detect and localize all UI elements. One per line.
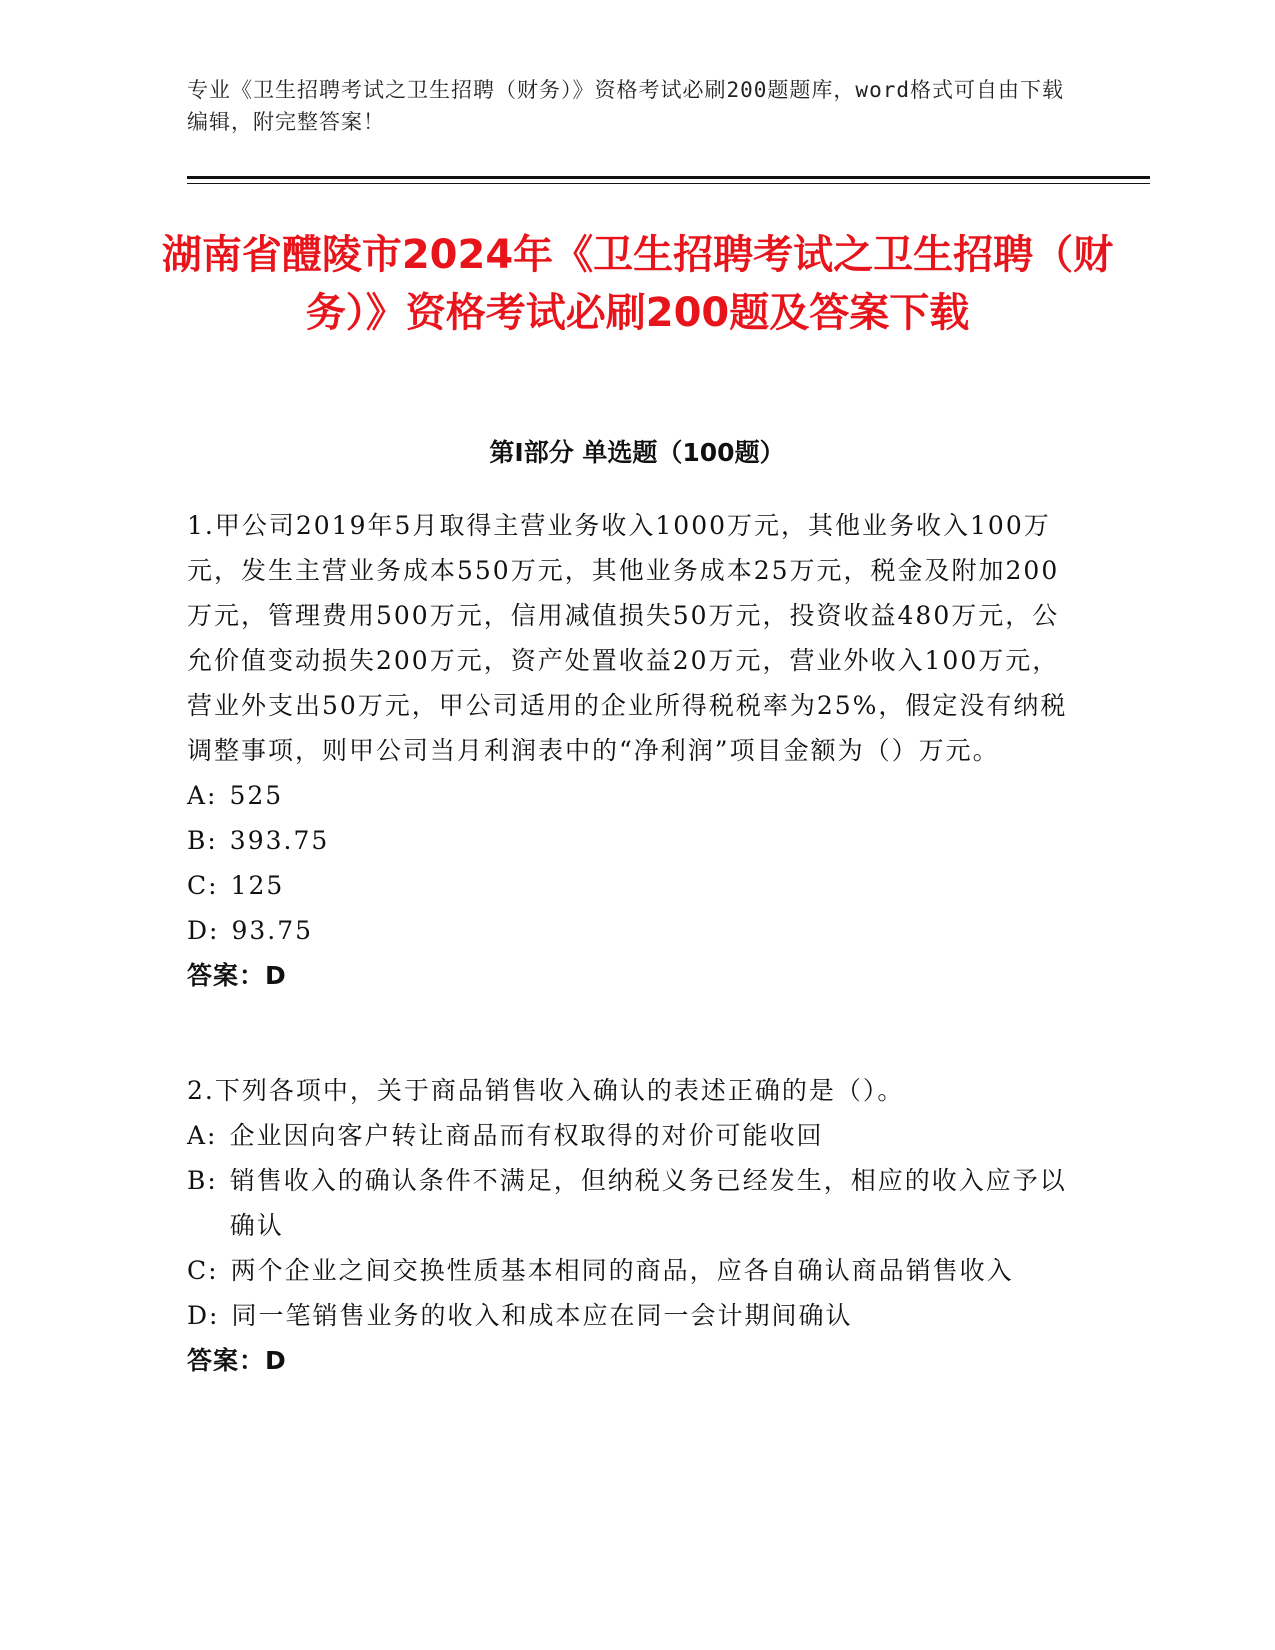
header-divider-thick <box>187 176 1150 179</box>
option-letter: A: <box>187 781 218 810</box>
header-divider-thin <box>187 183 1150 184</box>
option-text: 125 <box>230 871 285 900</box>
option-b <box>187 818 1077 863</box>
option-text: 393.75 <box>229 826 330 855</box>
answer-line: 答案：D <box>187 1346 287 1375</box>
option-a <box>187 1113 1077 1158</box>
option-letter: C: <box>187 1256 219 1285</box>
question-stem: 2.下列各项中，关于商品销售收入确认的表述正确的是（）。 <box>187 1076 905 1105</box>
option-text: 两个企业之间交换性质基本相同的商品，应各自确认商品销售收入 <box>230 1256 1014 1285</box>
option-letter: C: <box>187 871 219 900</box>
question-1 <box>187 503 1077 998</box>
option-d <box>187 1293 1077 1338</box>
option-text: 525 <box>229 781 284 810</box>
question-stem: 1.甲公司2019年5月取得主营业务收入1000万元，其他业务收入100万元，发生主营业务成本550万元，其他业务成本25万元，税金及附加200万元，管理费用500万元，信用减值损失50万元，投资收益480万元，公允价值变动损失200万元，资产处置收益20万元，营业外收入100万元，营业外支出50万元，甲公司适用的企业所得税税率为25%，假定没有纳税调整事项，则甲公司当月利润表中的“净利润”项目金额为（）万元。 <box>187 511 1068 765</box>
option-letter: A: <box>187 1121 218 1150</box>
option-letter: B: <box>187 826 218 855</box>
option-b <box>187 1158 1077 1248</box>
option-text: 同一笔销售业务的收入和成本应在同一会计期间确认 <box>231 1301 853 1330</box>
option-d <box>187 908 1077 953</box>
section-heading: 第I部分 单选题（100题） <box>489 438 785 467</box>
option-a <box>187 773 1077 818</box>
question-2 <box>187 1068 1077 1383</box>
option-letter: D: <box>187 916 220 945</box>
answer-line: 答案：D <box>187 961 287 990</box>
document-title: 湖南省醴陵市2024年《卫生招聘考试之卫生招聘（财务）》资格考试必刷200题及答案下载 <box>161 232 1114 336</box>
option-letter: B: <box>187 1166 218 1195</box>
option-text: 企业因向客户转让商品而有权取得的对价可能收回 <box>229 1121 824 1150</box>
option-text: 销售收入的确认条件不满足，但纳税义务已经发生，相应的收入应予以确认 <box>229 1166 1067 1240</box>
option-c <box>187 863 1077 908</box>
option-letter: D: <box>187 1301 220 1330</box>
option-text: 93.75 <box>231 916 314 945</box>
header-note: 专业《卫生招聘考试之卫生招聘（财务）》资格考试必刷200题题库，word格式可自由下载编辑，附完整答案！ <box>187 78 1064 134</box>
option-c <box>187 1248 1077 1293</box>
